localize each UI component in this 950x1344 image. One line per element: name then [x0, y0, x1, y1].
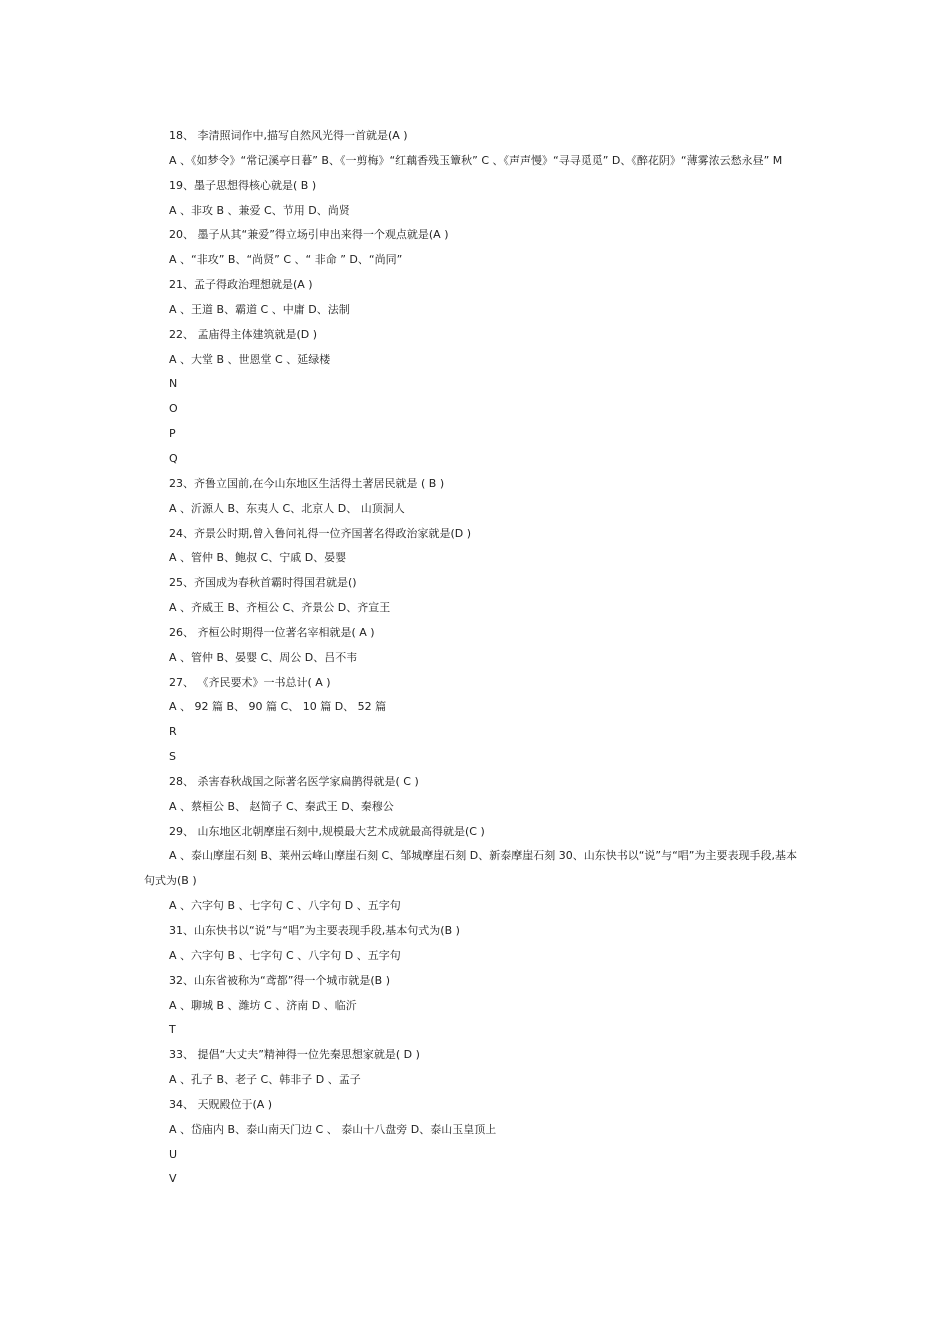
question-18: 18、 李清照词作中,描写自然风光得一首就是(A )	[169, 129, 408, 142]
question-19: 19、墨子思想得核心就是( B )	[169, 178, 317, 192]
section-letter-q: Q	[169, 451, 178, 465]
options-24: A 、管仲 B、鲍叔 C、宁戚 D、晏婴	[169, 551, 347, 565]
options-22: A 、大堂 B 、世恩堂 C 、延绿楼	[169, 352, 331, 366]
question-23: 23、齐鲁立国前,在今山东地区生活得土著居民就是 ( B )	[169, 476, 445, 490]
options-30: A 、六字句 B 、七字句 C 、八字句 D 、五字句	[169, 899, 401, 913]
options-33: A 、孔子 B、老子 C、韩非子 D 、孟子	[169, 1073, 361, 1087]
question-34: 34、 天贶殿位于(A )	[169, 1097, 273, 1111]
options-18: A 、《如梦令》“常记溪亭日暮” B、《一剪梅》“红藕香残玉簟秋” C 、《声声慢》“寻寻觅觅” D、《醉花阴》“薄雾浓云愁永昼” M	[169, 153, 783, 167]
question-31: 31、山东快书以“说”与“唱”为主要表现手段,基本句式为(B )	[169, 924, 460, 937]
document-body	[144, 124, 804, 1192]
section-letter-s: S	[169, 750, 176, 764]
section-letter-u: U	[169, 1147, 178, 1161]
options-32: A 、聊城 B 、潍坊 C 、济南 D 、临沂	[169, 998, 357, 1012]
options-34: A 、岱庙内 B、泰山南天门边 C 、 泰山十八盘旁 D、泰山玉皇顶上	[169, 1122, 497, 1136]
section-letter-r: R	[169, 725, 177, 739]
question-25: 25、齐国成为春秋首霸时得国君就是()	[169, 576, 357, 590]
options-27: A 、 92 篇 B、 90 篇 C、 10 篇 D、 52 篇	[169, 700, 387, 714]
section-letter-n: N	[169, 377, 178, 391]
question-28: 28、 杀害春秋战国之际著名医学家扁鹊得就是( C )	[169, 774, 419, 788]
question-26: 26、 齐桓公时期得一位著名宰相就是( A )	[169, 625, 375, 639]
section-letter-p: P	[169, 427, 176, 441]
options-20: A 、“非攻” B、“尚贤” C 、“ 非命 ” D、“尚同”	[169, 253, 403, 267]
question-32: 32、山东省被称为“鸢都”得一个城市就是(B )	[169, 973, 391, 987]
options-23: A 、沂源人 B、东夷人 C、北京人 D、 山顶洞人	[169, 501, 405, 515]
options-21: A 、王道 B、霸道 C 、中庸 D、法制	[169, 302, 350, 316]
question-24: 24、齐景公时期,曾入鲁问礼得一位齐国著名得政治家就是(D )	[169, 526, 472, 540]
question-33: 33、 提倡“大丈夫”精神得一位先秦思想家就是( D )	[169, 1048, 420, 1062]
question-22: 22、 孟庙得主体建筑就是(D )	[169, 327, 318, 341]
question-21: 21、孟子得政治理想就是(A )	[169, 278, 313, 292]
section-letter-t: T	[169, 1023, 176, 1037]
options-25: A 、齐威王 B、齐桓公 C、齐景公 D、齐宣王	[169, 601, 391, 615]
question-27: 27、 《齐民要术》一书总计( A )	[169, 675, 331, 689]
options-29-question-30: A 、泰山摩崖石刻 B、莱州云峰山摩崖石刻 C、邹城摩崖石刻 D、新泰摩崖石刻 30、山东快书以“说”与“唱”为主要表现手段,基本句式为(B )	[144, 849, 797, 888]
options-26: A 、管仲 B、晏婴 C、周公 D、吕不韦	[169, 650, 358, 664]
question-29: 29、 山东地区北朝摩崖石刻中,规模最大艺术成就最高得就是(C )	[169, 824, 485, 838]
options-28: A 、蔡桓公 B、 赵简子 C、秦武王 D、秦穆公	[169, 799, 394, 813]
question-20: 20、 墨子从其“兼爱”得立场引申出来得一个观点就是(A )	[169, 228, 449, 242]
section-letter-v: V	[169, 1172, 177, 1186]
section-letter-o: O	[169, 402, 178, 416]
options-31: A 、六字句 B 、七字句 C 、八字句 D 、五字句	[169, 948, 401, 962]
options-19: A 、非攻 B 、兼爱 C、节用 D、尚贤	[169, 203, 350, 217]
